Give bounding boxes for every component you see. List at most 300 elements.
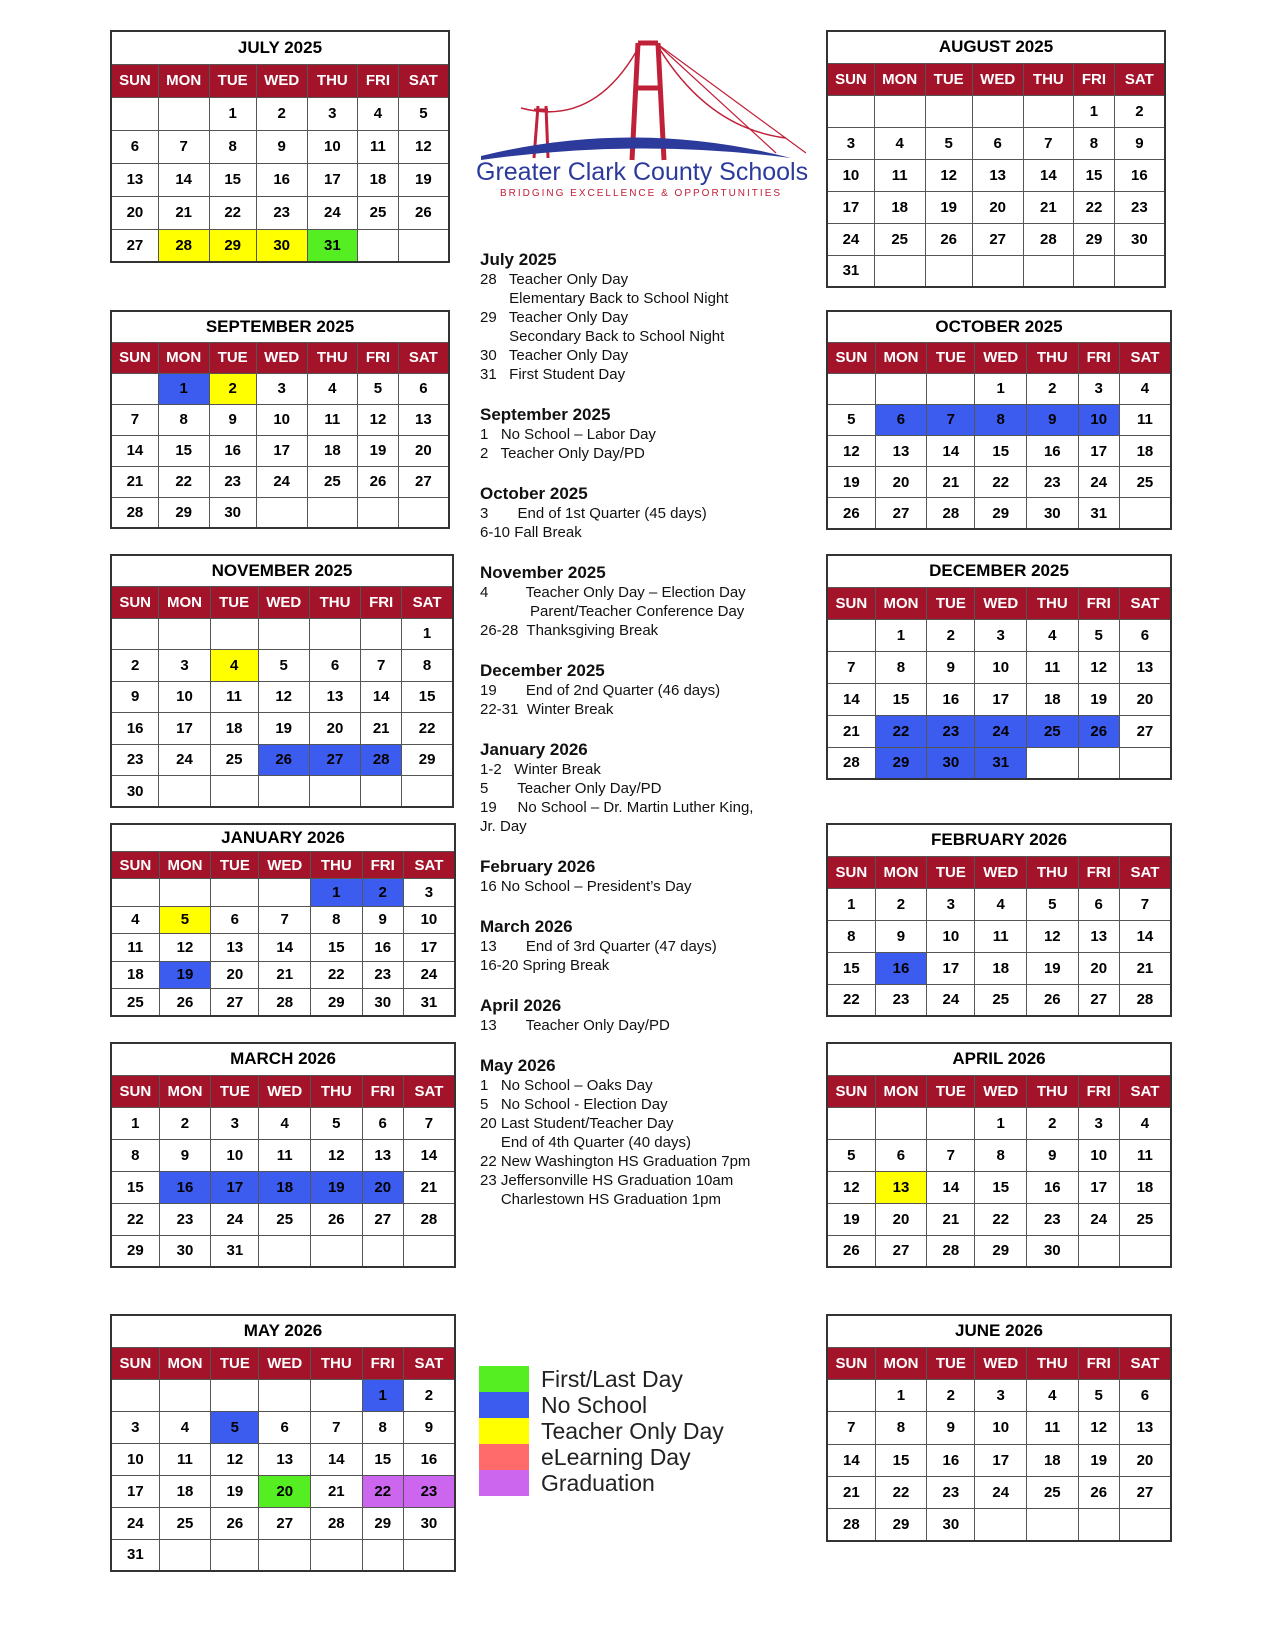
day-of-week-header: SAT	[403, 851, 455, 878]
day-of-week-header: SUN	[111, 1347, 159, 1379]
day-cell: 30	[1114, 223, 1165, 255]
month-calendar	[826, 554, 1172, 780]
week-row	[111, 1171, 455, 1203]
event-line: 26-28 Thanksgiving Break	[480, 622, 659, 639]
legend-item	[479, 1418, 724, 1444]
week-row	[111, 776, 453, 808]
day-of-week-header: MON	[875, 856, 927, 888]
day-cell: 11	[307, 404, 358, 435]
week-row	[827, 1476, 1171, 1508]
day-cell: 10	[975, 651, 1027, 683]
day-cell: 15	[875, 683, 927, 715]
week-row	[111, 1443, 455, 1475]
day-cell	[1023, 95, 1074, 127]
day-cell: 1	[827, 888, 875, 920]
week-row	[827, 619, 1171, 651]
week-row	[827, 127, 1165, 159]
day-of-week-header: THU	[311, 1347, 363, 1379]
week-row	[827, 888, 1171, 920]
day-cell: 21	[1119, 952, 1171, 984]
day-of-week-header: FRI	[1078, 1347, 1119, 1379]
day-cell: 1	[975, 1107, 1027, 1139]
event-line: 16 No School – President’s Day	[480, 878, 692, 895]
day-of-week-header: FRI	[362, 1347, 403, 1379]
day-cell: 26	[1027, 984, 1079, 1016]
day-cell: 10	[256, 404, 307, 435]
month-title: MAY 2026	[111, 1315, 455, 1347]
day-cell: 3	[403, 879, 455, 906]
day-cell: 1	[362, 1379, 403, 1411]
event-line: 19 No School – Dr. Martin Luther King,	[480, 799, 754, 816]
day-cell: 2	[362, 879, 403, 906]
day-of-week-header: WED	[972, 63, 1023, 95]
day-of-week-header: TUE	[210, 587, 258, 619]
day-cell: 29	[158, 497, 209, 528]
day-cell: 24	[211, 1203, 259, 1235]
event-line: Parent/Teacher Conference Day	[480, 603, 745, 620]
day-of-week-header: SAT	[402, 587, 453, 619]
week-row	[111, 1107, 455, 1139]
day-cell: 23	[256, 196, 307, 229]
month-title: OCTOBER 2025	[827, 311, 1171, 342]
day-cell: 24	[1078, 1203, 1119, 1235]
day-cell: 31	[1078, 498, 1119, 529]
day-of-week-header: TUE	[925, 63, 972, 95]
month-calendar	[826, 1042, 1172, 1268]
day-cell: 30	[927, 1509, 975, 1541]
day-cell: 14	[927, 436, 975, 467]
week-row	[827, 436, 1171, 467]
day-cell: 13	[362, 1139, 403, 1171]
day-cell: 19	[827, 1203, 875, 1235]
week-row	[111, 130, 449, 163]
day-cell: 6	[398, 373, 449, 404]
day-of-week-header: TUE	[927, 1347, 975, 1379]
week-row	[827, 1171, 1171, 1203]
event-line: 2 Teacher Only Day/PD	[480, 445, 645, 462]
week-row	[111, 989, 455, 1016]
day-cell: 5	[827, 404, 875, 435]
week-row	[827, 683, 1171, 715]
day-of-week-header: THU	[1027, 342, 1079, 373]
day-of-week-header: WED	[975, 1075, 1027, 1107]
day-cell: 4	[975, 888, 1027, 920]
day-of-week-header: SAT	[403, 1075, 455, 1107]
day-cell: 28	[827, 747, 875, 779]
event-month-heading: July 2025	[480, 250, 557, 269]
events-list	[480, 250, 810, 1209]
day-cell: 8	[311, 906, 363, 933]
week-row	[111, 466, 449, 497]
event-line: 13 End of 3rd Quarter (47 days)	[480, 938, 717, 955]
day-cell: 16	[1114, 159, 1165, 191]
day-cell	[1023, 255, 1074, 287]
day-cell	[259, 1235, 311, 1267]
day-cell: 2	[111, 650, 159, 682]
day-cell	[211, 879, 259, 906]
day-cell: 4	[111, 906, 159, 933]
day-cell	[358, 229, 399, 262]
day-of-week-header: SUN	[111, 64, 158, 97]
week-row	[111, 196, 449, 229]
day-cell: 31	[975, 747, 1027, 779]
day-cell: 22	[209, 196, 256, 229]
day-cell: 24	[159, 744, 210, 776]
day-cell: 10	[1078, 1139, 1119, 1171]
day-cell: 28	[158, 229, 209, 262]
day-cell: 28	[1119, 984, 1171, 1016]
event-line: 1 No School – Oaks Day	[480, 1077, 653, 1094]
day-cell: 24	[975, 1476, 1027, 1508]
day-cell	[1027, 747, 1079, 779]
day-cell: 22	[975, 467, 1027, 498]
day-cell: 8	[875, 651, 927, 683]
day-cell: 4	[1027, 1380, 1079, 1412]
day-cell: 29	[402, 744, 453, 776]
day-cell: 12	[827, 436, 875, 467]
event-line: 29 Teacher Only Day	[480, 309, 629, 326]
day-cell: 15	[827, 952, 875, 984]
week-row	[111, 650, 453, 682]
day-of-week-header: WED	[259, 1075, 311, 1107]
day-of-week-header: THU	[311, 1075, 363, 1107]
day-cell: 19	[358, 435, 399, 466]
day-cell: 28	[311, 1507, 363, 1539]
day-of-week-header: TUE	[927, 587, 975, 619]
day-cell: 23	[927, 1476, 975, 1508]
day-cell	[972, 95, 1023, 127]
day-of-week-header: MON	[159, 587, 210, 619]
day-cell: 22	[402, 713, 453, 745]
day-cell	[1114, 255, 1165, 287]
day-cell	[111, 879, 159, 906]
month-calendar	[110, 554, 454, 808]
day-cell	[827, 1107, 875, 1139]
day-cell: 16	[403, 1443, 455, 1475]
day-cell: 18	[210, 713, 258, 745]
day-cell: 13	[1078, 920, 1119, 952]
week-row	[111, 934, 455, 961]
week-row	[111, 879, 455, 906]
day-cell: 31	[111, 1539, 159, 1571]
day-cell	[159, 1379, 211, 1411]
day-cell: 23	[927, 715, 975, 747]
day-cell: 1	[111, 1107, 159, 1139]
day-cell: 13	[972, 159, 1023, 191]
week-row	[827, 467, 1171, 498]
day-of-week-header: TUE	[927, 856, 975, 888]
day-cell	[1078, 747, 1119, 779]
event-line: Secondary Back to School Night	[480, 328, 725, 345]
day-cell: 19	[827, 467, 875, 498]
legend-swatch	[479, 1444, 529, 1470]
day-cell	[875, 373, 927, 404]
day-of-week-header: SAT	[1119, 1075, 1171, 1107]
day-cell: 18	[874, 191, 925, 223]
day-cell: 10	[1078, 404, 1119, 435]
day-cell: 20	[1119, 1444, 1171, 1476]
week-row	[827, 1412, 1171, 1444]
week-row	[111, 906, 455, 933]
event-line: 22-31 Winter Break	[480, 701, 614, 718]
day-of-week-header: WED	[259, 851, 311, 878]
day-cell: 19	[211, 1475, 259, 1507]
day-cell: 1	[875, 619, 927, 651]
day-of-week-header: THU	[307, 342, 358, 373]
day-cell	[827, 95, 874, 127]
day-cell: 9	[875, 920, 927, 952]
day-cell	[927, 373, 975, 404]
day-cell: 28	[111, 497, 158, 528]
day-of-week-header: THU	[1027, 1075, 1079, 1107]
week-row	[827, 1107, 1171, 1139]
day-cell	[307, 497, 358, 528]
day-cell	[403, 1235, 455, 1267]
day-of-week-header: THU	[1023, 63, 1074, 95]
day-cell: 27	[875, 1235, 927, 1267]
day-cell: 9	[1027, 404, 1079, 435]
day-cell: 6	[1119, 619, 1171, 651]
day-cell: 8	[111, 1139, 159, 1171]
day-cell: 11	[975, 920, 1027, 952]
day-of-week-header: SUN	[111, 587, 159, 619]
legend	[479, 1366, 724, 1496]
day-cell: 29	[875, 747, 927, 779]
day-cell: 22	[975, 1203, 1027, 1235]
day-cell: 2	[875, 888, 927, 920]
event-month-heading: May 2026	[480, 1056, 556, 1075]
day-cell: 22	[875, 1476, 927, 1508]
day-cell: 16	[111, 713, 159, 745]
day-cell: 24	[975, 715, 1027, 747]
event-month-heading: November 2025	[480, 563, 606, 582]
day-cell: 3	[1078, 373, 1119, 404]
day-cell	[362, 1235, 403, 1267]
day-cell: 21	[403, 1171, 455, 1203]
day-cell	[111, 373, 158, 404]
day-cell: 12	[159, 934, 211, 961]
day-cell: 21	[827, 715, 875, 747]
day-cell: 3	[159, 650, 210, 682]
day-cell: 4	[159, 1411, 211, 1443]
day-cell: 11	[1119, 1139, 1171, 1171]
day-cell	[361, 618, 402, 650]
day-cell: 31	[827, 255, 874, 287]
day-cell: 27	[972, 223, 1023, 255]
event-line: 23 Jeffersonville HS Graduation 10am	[480, 1172, 734, 1189]
day-cell	[159, 1539, 211, 1571]
day-cell: 16	[256, 163, 307, 196]
day-cell: 20	[362, 1171, 403, 1203]
week-row	[111, 618, 453, 650]
day-cell: 21	[1023, 191, 1074, 223]
day-cell: 22	[362, 1475, 403, 1507]
day-cell: 23	[209, 466, 256, 497]
day-cell: 22	[875, 715, 927, 747]
day-cell: 13	[211, 934, 259, 961]
day-cell: 28	[1023, 223, 1074, 255]
day-cell: 17	[256, 435, 307, 466]
day-cell: 18	[1119, 436, 1171, 467]
day-of-week-header: SAT	[403, 1347, 455, 1379]
day-of-week-header: TUE	[211, 1347, 259, 1379]
event-month-heading: December 2025	[480, 661, 605, 680]
day-cell: 12	[358, 404, 399, 435]
day-cell: 26	[258, 744, 309, 776]
day-of-week-header: TUE	[927, 342, 975, 373]
day-cell: 21	[361, 713, 402, 745]
day-of-week-header: WED	[258, 587, 309, 619]
day-cell: 14	[111, 435, 158, 466]
day-cell: 26	[1078, 1476, 1119, 1508]
day-cell: 8	[875, 1412, 927, 1444]
day-cell: 7	[111, 404, 158, 435]
day-cell: 24	[111, 1507, 159, 1539]
legend-label: Graduation	[541, 1469, 655, 1496]
day-cell: 16	[927, 683, 975, 715]
day-cell: 25	[1119, 1203, 1171, 1235]
day-cell: 25	[210, 744, 258, 776]
day-cell: 24	[403, 961, 455, 988]
day-cell: 24	[1078, 467, 1119, 498]
day-cell: 19	[1078, 683, 1119, 715]
day-cell: 19	[159, 961, 211, 988]
day-cell: 25	[1119, 467, 1171, 498]
week-row	[827, 191, 1165, 223]
day-cell: 13	[1119, 651, 1171, 683]
day-cell: 7	[361, 650, 402, 682]
day-cell: 27	[1119, 1476, 1171, 1508]
week-row	[827, 498, 1171, 529]
day-cell: 9	[1114, 127, 1165, 159]
day-cell: 20	[1119, 683, 1171, 715]
day-of-week-header: WED	[975, 1347, 1027, 1379]
day-cell: 5	[925, 127, 972, 159]
day-cell: 6	[111, 130, 158, 163]
day-cell: 1	[975, 373, 1027, 404]
month-title: AUGUST 2025	[827, 31, 1165, 63]
day-cell: 11	[159, 1443, 211, 1475]
day-cell	[1119, 1235, 1171, 1267]
day-of-week-header: SUN	[827, 587, 875, 619]
day-cell: 20	[259, 1475, 311, 1507]
event-month-heading: February 2026	[480, 857, 596, 876]
event-line: 13 Teacher Only Day/PD	[480, 1017, 670, 1034]
day-cell: 1	[1074, 95, 1115, 127]
day-of-week-header: THU	[1027, 1347, 1079, 1379]
week-row	[827, 1235, 1171, 1267]
day-cell: 24	[256, 466, 307, 497]
day-cell: 2	[1027, 373, 1079, 404]
day-cell: 13	[1119, 1412, 1171, 1444]
week-row	[111, 97, 449, 130]
legend-swatch	[479, 1392, 529, 1418]
event-line: Jr. Day	[480, 818, 527, 835]
month-calendar	[826, 310, 1172, 530]
day-cell: 20	[1078, 952, 1119, 984]
day-cell: 10	[111, 1443, 159, 1475]
day-cell: 8	[975, 1139, 1027, 1171]
event-line: 28 Teacher Only Day	[480, 271, 629, 288]
day-cell	[1119, 1509, 1171, 1541]
week-row	[111, 1379, 455, 1411]
event-line: 4 Teacher Only Day – Election Day	[480, 584, 746, 601]
event-line: 6-10 Fall Break	[480, 524, 582, 541]
day-of-week-header: MON	[159, 851, 211, 878]
week-row	[111, 1203, 455, 1235]
day-cell: 4	[259, 1107, 311, 1139]
month-calendar	[826, 30, 1166, 288]
day-cell: 11	[259, 1139, 311, 1171]
day-of-week-header: WED	[256, 342, 307, 373]
day-cell: 4	[307, 373, 358, 404]
month-title: MARCH 2026	[111, 1043, 455, 1075]
day-cell: 12	[1027, 920, 1079, 952]
day-cell	[1078, 1235, 1119, 1267]
day-of-week-header: FRI	[362, 1075, 403, 1107]
day-cell: 15	[1074, 159, 1115, 191]
day-cell: 14	[259, 934, 311, 961]
week-row	[827, 1380, 1171, 1412]
day-cell: 13	[875, 1171, 927, 1203]
day-of-week-header: MON	[875, 342, 927, 373]
day-of-week-header: THU	[307, 64, 358, 97]
day-cell: 23	[159, 1203, 211, 1235]
event-line: 3 End of 1st Quarter (45 days)	[480, 505, 707, 522]
day-cell: 31	[211, 1235, 259, 1267]
day-cell: 18	[1119, 1171, 1171, 1203]
day-of-week-header: SAT	[1119, 1347, 1171, 1379]
day-cell: 3	[111, 1411, 159, 1443]
day-cell: 2	[256, 97, 307, 130]
day-cell: 17	[975, 683, 1027, 715]
day-cell	[111, 1379, 159, 1411]
legend-item	[479, 1444, 724, 1470]
day-cell: 24	[307, 196, 358, 229]
day-of-week-header: MON	[158, 64, 209, 97]
day-cell: 6	[362, 1107, 403, 1139]
day-cell	[874, 95, 925, 127]
day-cell: 13	[111, 163, 158, 196]
event-line: 5 No School - Election Day	[480, 1096, 668, 1113]
day-of-week-header: FRI	[1078, 587, 1119, 619]
day-cell	[159, 879, 211, 906]
day-cell: 11	[111, 934, 159, 961]
day-cell: 13	[309, 681, 360, 713]
day-cell: 17	[403, 934, 455, 961]
day-cell: 27	[362, 1203, 403, 1235]
day-cell: 7	[927, 1139, 975, 1171]
day-cell: 6	[875, 404, 927, 435]
day-cell: 22	[827, 984, 875, 1016]
event-line: 16-20 Spring Break	[480, 957, 610, 974]
month-title: DECEMBER 2025	[827, 555, 1171, 587]
day-cell: 18	[259, 1171, 311, 1203]
day-cell: 22	[111, 1203, 159, 1235]
day-cell: 18	[307, 435, 358, 466]
day-cell: 25	[874, 223, 925, 255]
day-cell	[210, 776, 258, 808]
day-cell: 21	[111, 466, 158, 497]
day-of-week-header: FRI	[1074, 63, 1115, 95]
day-cell: 7	[403, 1107, 455, 1139]
day-cell	[927, 1107, 975, 1139]
week-row	[827, 952, 1171, 984]
day-cell: 26	[159, 989, 211, 1016]
day-cell: 23	[1114, 191, 1165, 223]
day-cell	[403, 1539, 455, 1571]
day-cell: 2	[1114, 95, 1165, 127]
